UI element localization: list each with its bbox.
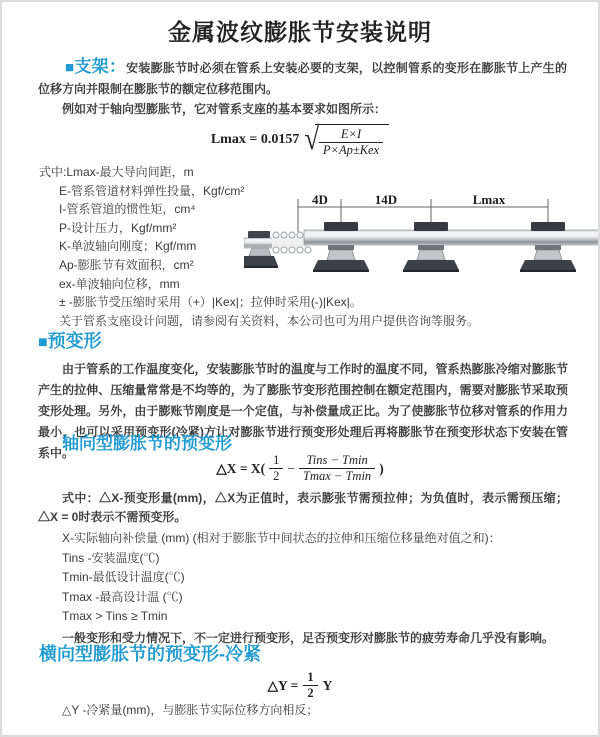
support-intro-text: 安装膨胀节时必须在管系上安装必要的支架，以控制管系的变形在膨胀节上产生的位移方向并限制在膨胀节的额定位移范围内。 bbox=[38, 61, 568, 96]
predeform-heading bbox=[38, 327, 568, 353]
support-intro-paragraph bbox=[38, 57, 567, 99]
axial-notes bbox=[38, 489, 568, 648]
axial-formula bbox=[2, 453, 598, 484]
temperature-fraction bbox=[299, 453, 375, 484]
definition-line: ± -膨胀节受压缩时采用（+）|Kex|；拉伸时采用(-)|Kex|。 bbox=[59, 295, 362, 310]
definition-line: K-单波轴向刚度；Kgf/mm bbox=[59, 239, 197, 254]
axial-note-line: Tins -安装温度(℃) bbox=[62, 550, 160, 565]
fraction-denominator: 2 bbox=[269, 468, 283, 484]
pipe-support-1 bbox=[313, 222, 369, 272]
fraction-numerator: Tins − Tmin bbox=[306, 453, 368, 467]
definition-line: 关于管系支座设计问题，请参阅有关资料，本公司也可为用户提供咨询等服务。 bbox=[59, 313, 480, 328]
pipe-shadow bbox=[304, 241, 600, 244]
left-pipe bbox=[244, 238, 274, 248]
minus-sign: − bbox=[287, 460, 296, 476]
dimension-label-14d: 14D bbox=[374, 192, 398, 207]
axial-note-general: 一般变形和受力情况下，不一定进行预变形，足否预变形对膨胀节的疲劳寿命几乎没有影响。 bbox=[62, 630, 555, 645]
definition-line: 式中:Lmax-最大导向间距，m bbox=[39, 165, 194, 179]
predeform-body-paragraph: 由于管系的工作温度变化，安装膨胀节时的温度与工作时的温度不同，管系热膨胀冷缩对膨胀节产生的拉伸、压缩量常常是不均等的，为了膨胀节变形范围控制在额定范围内，需要对膨胀节采取预变形处理。另外，由于膨账节刚度是一个定值，与补偿量成正比。为了使膨胀节位移对管系的作用力最小，也可以采用预变形(冷紧)方让对膨胀节进行预变形处理后再将膨胀节在预变形状态下安装在管系中。 bbox=[38, 362, 568, 460]
blue-square-icon: ■ bbox=[65, 59, 75, 76]
definition-line: Ap-膨胀节有效面积，cm² bbox=[59, 257, 194, 272]
square-root-expression bbox=[303, 121, 389, 158]
lateral-formula bbox=[2, 670, 598, 701]
radicand bbox=[315, 124, 389, 158]
fraction-numerator: E×I bbox=[340, 127, 362, 141]
fraction bbox=[319, 127, 383, 158]
axial-note-line: X-实际轴向补偿量 (mm) (相对于膨胀节中间状态的拉伸和压缩位移量绝对值之和)： bbox=[62, 531, 501, 545]
formula-rhs: Y bbox=[322, 677, 333, 693]
axial-subsection-heading: 轴向型膨胀节的预变形 bbox=[62, 434, 232, 453]
half-fraction bbox=[269, 453, 283, 484]
definition-line: ex-单波轴向位移，mm bbox=[59, 276, 180, 291]
definition-line: P-设计压力，Kgf/mm² bbox=[59, 220, 177, 235]
fraction-numerator: 1 bbox=[273, 453, 280, 467]
axial-note-line: Tmin-最低设计温度(℃) bbox=[62, 570, 185, 584]
dimension-label-lmax: Lmax bbox=[472, 192, 506, 207]
blue-square-icon: ■ bbox=[38, 334, 48, 351]
pipe-support-3 bbox=[520, 222, 576, 272]
axial-note-paragraph: 式中：△X-预变形量(mm)，△X为正值时，表示膨张节需预拉伸；为负值时，表示需预压缩；△X = 0时表示不需预变形。 bbox=[38, 491, 568, 524]
formula-lhs: △X = X( bbox=[216, 460, 266, 476]
definition-line: E-管系管道材料弹性投量，Kgf/cm² bbox=[59, 183, 245, 198]
fraction-denominator: 2 bbox=[303, 685, 317, 701]
support-heading-label: 支架： bbox=[74, 57, 127, 76]
lateral-subsection-heading: 横向型膨胀节的预变形-冷紧 bbox=[39, 644, 261, 664]
axial-note-line: Tmax -最高设计温 (℃) bbox=[62, 589, 183, 604]
formula-lhs: Lmax = 0.0157 bbox=[210, 131, 300, 147]
pipe-support-diagram bbox=[244, 192, 600, 288]
lateral-note-line: △Y -冷紧量(mm)，与膨胀节实际位移方向相反； bbox=[62, 703, 319, 717]
page-title: 金属波纹膨胀节安装说明 bbox=[168, 19, 432, 45]
definition-line: I-管系管道的惯性矩，cm⁴ bbox=[59, 202, 196, 217]
formula-lhs: △Y = bbox=[267, 677, 299, 693]
half-fraction bbox=[303, 670, 317, 701]
predeform-heading-label: 预变形 bbox=[47, 331, 102, 351]
pipe-support-2 bbox=[403, 222, 459, 272]
lmax-formula bbox=[2, 121, 598, 158]
dimension-label-4d: 4D bbox=[312, 192, 328, 207]
fraction-denominator: P×Ap±Kex bbox=[319, 142, 383, 158]
fraction-denominator: Tmax − Tmin bbox=[299, 468, 375, 484]
axial-note-line: Tmax > Tins ≥ Tmin bbox=[62, 609, 168, 623]
support-example-line: 例如对于轴向型膨胀节，它对管系支座的基本要求如图所示： bbox=[62, 102, 387, 116]
fraction-numerator: 1 bbox=[307, 670, 314, 684]
radical-icon: √ bbox=[304, 120, 320, 156]
closing-paren: ) bbox=[379, 460, 384, 476]
support-section bbox=[38, 57, 567, 120]
support-section-heading bbox=[65, 57, 126, 76]
